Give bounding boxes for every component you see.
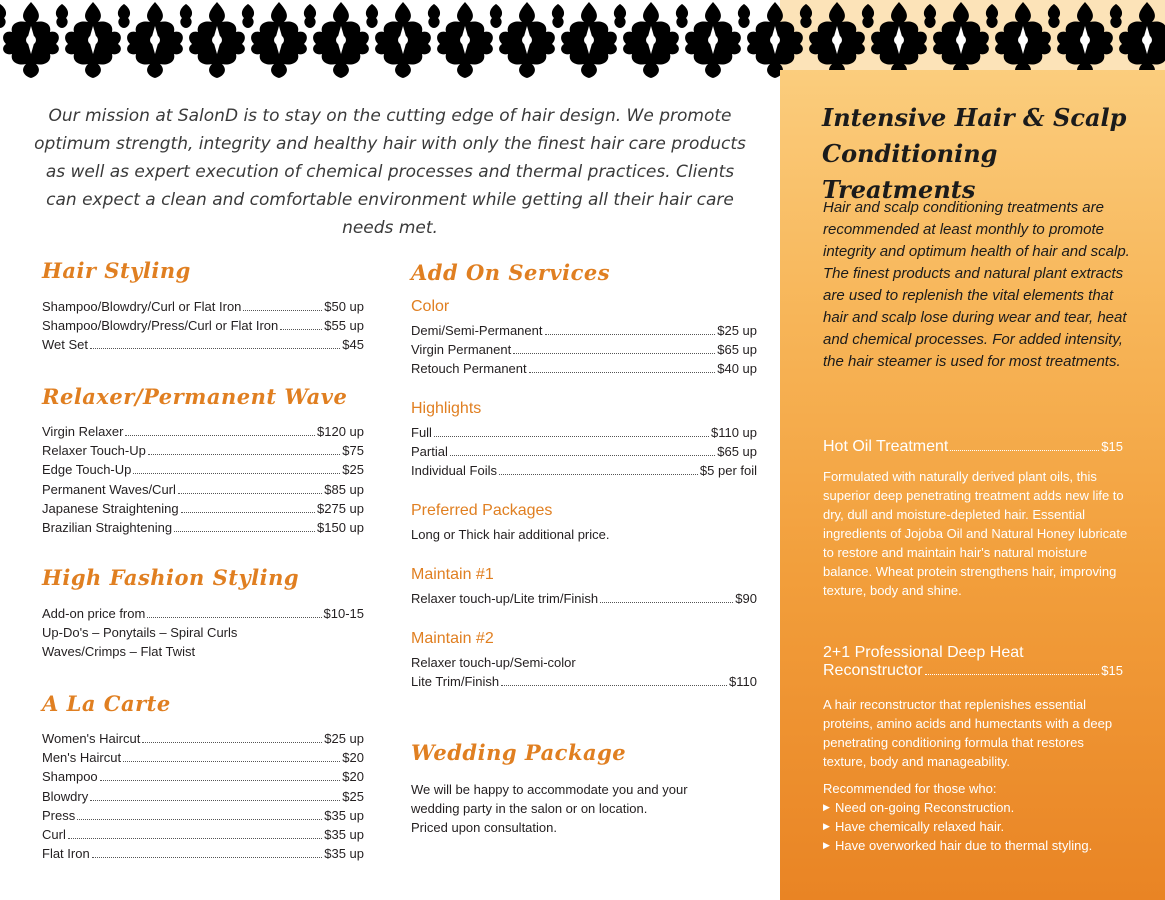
service-name: Women's Haircut (42, 731, 141, 746)
maintain1-subheading: Maintain #1 (411, 566, 494, 583)
service-name: Shampoo (42, 769, 98, 785)
triangle-bullet-icon: ▶ (823, 802, 830, 812)
service-price: $5 per foil (699, 463, 757, 479)
damask-border (0, 0, 1165, 78)
service-name: Shampoo/Blowdry/Curl or Flat Iron (42, 299, 242, 314)
service-name: Wet Set (42, 337, 89, 353)
service-name: Demi/Semi-Permanent (411, 323, 543, 338)
service-price: $110 up (710, 425, 757, 440)
service-price: $10-15 (323, 606, 364, 621)
price-row (42, 441, 364, 460)
service-price: $40 up (717, 361, 757, 377)
service-name: Blowdry (42, 788, 89, 804)
service-name: Relaxer Touch-Up (42, 443, 146, 459)
service-price: $35 up (324, 807, 364, 823)
maintain2-subheading: Maintain #2 (411, 630, 494, 647)
price-row (411, 340, 757, 359)
triangle-bullet-icon: ▶ (823, 821, 830, 831)
service-name: Lite Trim/Finish (411, 674, 500, 690)
service-price: $45 (342, 337, 364, 353)
price-row (411, 321, 757, 340)
maintain2-list (411, 653, 757, 691)
treatment-name: Hot Oil Treatment (823, 438, 949, 455)
service-price: $65 up (717, 444, 757, 460)
service-price: $110 (729, 674, 757, 690)
recommended-label: Recommended for those who: (823, 781, 997, 796)
price-row (42, 787, 364, 806)
hot-oil-description: Formulated with naturally derived plant oils, this superior deep penetrating treatment adds new life to dry, dull and moisture-depleted hair. Essential ingredients of Jojoba Oil and Natural Honey lubricate to restore and maintain hair's natural moisture balance. Wheat protein strengthens hair, improving texture, body and shine. (823, 469, 1128, 598)
price-row (411, 589, 757, 608)
price-row (42, 499, 364, 518)
service-price: $85 up (324, 481, 364, 497)
bullet-text: Have overworked hair due to thermal styling. (835, 838, 1093, 853)
service-name: Partial (411, 444, 448, 460)
service-name: Shampoo/Blowdry/Press/Curl or Flat Iron (42, 318, 279, 334)
service-name: Press (42, 807, 76, 823)
bullet-text: Have chemically relaxed hair. (835, 819, 1005, 834)
service-name: Full (411, 425, 432, 440)
preferred-subheading: Preferred Packages (411, 502, 553, 519)
price-row (42, 297, 364, 316)
service-name: Permanent Waves/Curl (42, 481, 176, 497)
price-row (42, 825, 364, 844)
price-row (411, 672, 757, 691)
wedding-text (411, 780, 757, 838)
service-price: $25 up (324, 731, 364, 746)
recommended-block (823, 779, 1128, 855)
price-row (42, 729, 364, 748)
hair-styling-list (42, 297, 364, 355)
wedding-line: wedding party in the salon or on location. (411, 801, 648, 817)
service-name: Men's Haircut (42, 750, 122, 766)
service-price: $25 (342, 788, 364, 804)
treatment-price: $15 (1101, 439, 1123, 454)
triangle-bullet-icon: ▶ (823, 840, 830, 850)
deep-heat-description: A hair reconstructor that replenishes essential proteins, amino acids and humectants with a deep penetrating conditioning formula that restores texture, body and manageability. (823, 697, 1113, 769)
service-price: $25 up (717, 323, 757, 338)
price-row (411, 442, 757, 461)
service-name: Curl (42, 827, 66, 843)
service-price: $35 up (324, 827, 364, 843)
add-on-heading: Add On Services (411, 260, 611, 285)
price-row (411, 359, 757, 378)
relaxer-heading: Relaxer/Permanent Wave (42, 384, 348, 409)
price-row (42, 335, 364, 354)
preferred-text (411, 525, 757, 544)
treatments-title-line: Intensive Hair & Scalp (822, 103, 1127, 132)
style-options: Waves/Crimps – Flat Twist (42, 644, 196, 660)
price-row (42, 844, 364, 863)
price-row (42, 518, 364, 537)
price-row (42, 604, 364, 623)
style-options: Up-Do's – Ponytails – Spiral Curls (42, 625, 238, 641)
color-subheading: Color (411, 298, 450, 315)
deep-heat-row (823, 662, 1123, 680)
damask-pattern (0, 0, 1165, 78)
service-price: $20 (342, 750, 364, 766)
treatment-price: $15 (1101, 663, 1123, 678)
service-price: $35 up (324, 846, 364, 862)
price-row (42, 460, 364, 479)
price-row (42, 316, 364, 335)
highlights-subheading: Highlights (411, 400, 482, 417)
service-price: $50 up (324, 299, 364, 314)
bullet-text: Need on-going Reconstruction. (835, 800, 1015, 815)
service-price: $120 up (317, 424, 364, 439)
relaxer-list (42, 422, 364, 537)
service-name: Virgin Permanent (411, 342, 512, 358)
hot-oil-heading (823, 438, 1123, 456)
hot-oil-row (823, 438, 1123, 456)
price-row (42, 748, 364, 767)
service-name: Flat Iron (42, 846, 90, 862)
service-name: Brazilian Straightening (42, 520, 173, 536)
treatments-title-line: Conditioning Treatments (822, 139, 998, 204)
maintain1-list (411, 589, 757, 608)
service-price: $75 (342, 443, 364, 459)
color-list (411, 321, 757, 379)
price-row (411, 461, 757, 480)
a-la-carte-heading: A La Carte (42, 691, 171, 716)
highlights-list (411, 423, 757, 481)
high-fashion-heading: High Fashion Styling (42, 565, 300, 590)
treatments-intro: Hair and scalp conditioning treatments are recommended at least monthly to promote integrity and optimum health of hair and scalp. The finest products and natural plant extracts are used to replenish the vital elements that hair and scalp lose during wear and tear, heat and chemical processes. For added intensity, the hair steamer is used for most treatments. (823, 199, 1130, 370)
price-row (42, 806, 364, 825)
service-name: Relaxer touch-up/Lite trim/Finish (411, 591, 599, 606)
service-name: Japanese Straightening (42, 500, 179, 516)
service-name: Virgin Relaxer (42, 424, 124, 439)
preferred-note: Long or Thick hair additional price. (411, 527, 610, 542)
service-price: $55 up (324, 318, 364, 334)
service-name: Individual Foils (411, 463, 497, 479)
treatments-title (822, 100, 1142, 208)
treatment-name: 2+1 Professional Deep Heat (823, 644, 1024, 661)
high-fashion-list (42, 604, 364, 662)
service-price: $65 up (717, 342, 757, 358)
mission-statement: Our mission at SalonD is to stay on the cutting edge of hair design. We promote optimum strength, integrity and healthy hair with only the finest hair care products as well as expert execution of chemical processes and thermal practices. Clients can expect a clean and comfortable environment while getting all their hair care needs met. (34, 106, 746, 238)
service-name: Add-on price from (42, 606, 146, 621)
service-name: Edge Touch-Up (42, 462, 132, 478)
service-price: $90 (735, 591, 757, 606)
price-row (411, 423, 757, 442)
bullet-item (823, 836, 1128, 855)
wedding-line: Priced upon consultation. (411, 820, 557, 836)
service-price: $275 up (317, 500, 364, 516)
hair-styling-heading: Hair Styling (42, 258, 191, 283)
wedding-line: We will be happy to accommodate you and your (411, 782, 688, 797)
service-price: $150 up (317, 520, 364, 536)
price-row (42, 480, 364, 499)
wedding-heading: Wedding Package (411, 740, 627, 765)
a-la-carte-list (42, 729, 364, 863)
deep-heat-heading (823, 644, 1123, 680)
service-price: $20 (342, 769, 364, 785)
bullet-item (823, 817, 1128, 836)
service-name: Retouch Permanent (411, 361, 527, 377)
price-row (42, 767, 364, 786)
maintain2-line: Relaxer touch-up/Semi-color (411, 655, 576, 670)
bullet-item (823, 798, 1128, 817)
treatment-name: Reconstructor (823, 662, 923, 679)
price-row (42, 422, 364, 441)
service-price: $25 (342, 462, 364, 478)
